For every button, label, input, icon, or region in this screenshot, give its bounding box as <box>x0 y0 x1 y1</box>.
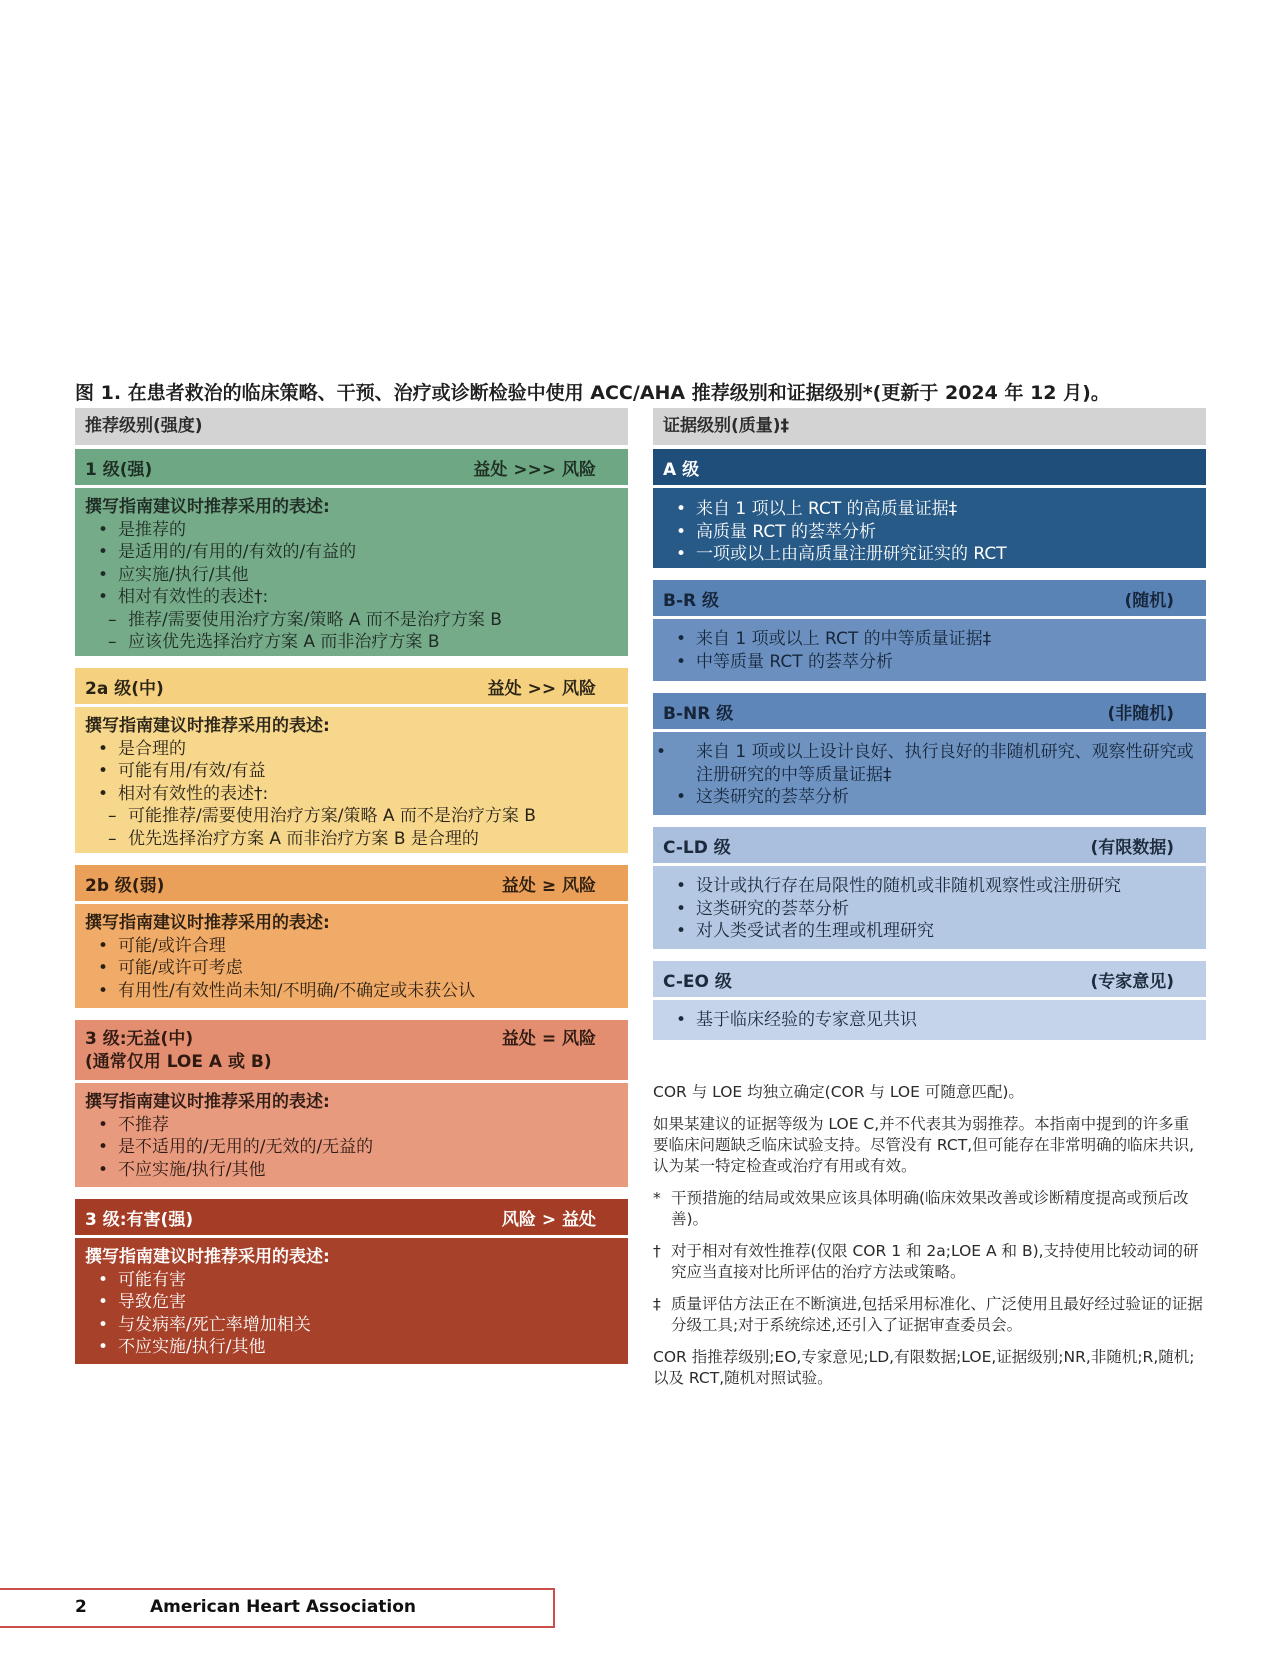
class2b-bar <box>75 865 628 901</box>
class1-item: • 相对有效性的表述†: <box>85 586 618 609</box>
footnote-dagger-text: 对于相对有效性推荐(仅限 COR 1 和 2a;LOE A 和 B),支持使用比较动词的研究应当直接对比所评估的治疗方法或策略。 <box>671 1242 1199 1281</box>
note-loe-c: 如果某建议的证据等级为 LOE C,并不代表其为弱推荐。本指南中提到的许多重要临床问题缺乏临床试验支持。尽管没有 RCT,但可能存在非常明确的临床共识,认为某一特定检查或治疗有用或有效。 <box>653 1115 1195 1175</box>
cor-column <box>75 408 628 1364</box>
footnote-dagger-mark: † <box>653 1242 661 1260</box>
loe-header: 证据级别(质量)‡ <box>653 408 1206 445</box>
class1-bar <box>75 449 628 485</box>
class1-subitem: – 应该优先选择治疗方案 A 而非治疗方案 B <box>85 631 618 654</box>
levelBR-body <box>653 619 1206 681</box>
note-abbreviations: COR 指推荐级别;EO,专家意见;LD,有限数据;LOE,证据级别;NR,非随机;R,随机;以及 RCT,随机对照试验。 <box>653 1348 1195 1387</box>
levelCEO-tag: (专家意见) <box>1090 971 1174 992</box>
levelCEO-bar <box>653 961 1206 997</box>
page-number: 2 <box>75 1597 87 1617</box>
class2a-item: • 是合理的 <box>85 738 618 761</box>
class1-body <box>75 488 628 656</box>
class1-subitem: – 推荐/需要使用治疗方案/策略 A 而不是治疗方案 B <box>85 609 618 632</box>
class2b-body <box>75 904 628 1008</box>
class3-nobenefit-item: • 不推荐 <box>85 1114 618 1137</box>
class3-nobenefit-bar <box>75 1020 628 1080</box>
note-independence: COR 与 LOE 均独立确定(COR 与 LOE 可随意匹配)。 <box>653 1083 1024 1101</box>
levelCLD-body <box>653 866 1206 949</box>
class3-harm-lead: 撰写指南建议时推荐采用的表述: <box>85 1247 330 1267</box>
loe-column <box>653 408 1206 1040</box>
levelA-name: A 级 <box>663 459 700 480</box>
footnote-double-dagger-mark: ‡ <box>653 1295 661 1313</box>
class1-item: • 是推荐的 <box>85 519 618 542</box>
class2a-subitem: – 优先选择治疗方案 A 而非治疗方案 B 是合理的 <box>85 828 618 851</box>
levelBNR-body <box>653 732 1206 815</box>
class3-nobenefit-item: • 不应实施/执行/其他 <box>85 1159 618 1182</box>
levelCEO-name: C-EO 级 <box>663 971 732 992</box>
levelA-item: • 一项或以上由高质量注册研究证实的 RCT <box>663 543 1196 566</box>
footnote-star-mark: * <box>653 1189 661 1207</box>
class2b-item: • 有用性/有效性尚未知/不明确/不确定或未获公认 <box>85 980 618 1003</box>
levelA-body <box>653 488 1206 568</box>
levelCEO-item: • 基于临床经验的专家意见共识 <box>663 1009 1196 1032</box>
class3-nobenefit-ratio: 益处 = 风险 <box>501 1029 596 1049</box>
class3-nobenefit-note: (通常仅用 LOE A 或 B) <box>85 1052 272 1072</box>
levelCLD-bar <box>653 827 1206 863</box>
class2a-bar <box>75 668 628 704</box>
class3-nobenefit-body <box>75 1083 628 1187</box>
class2a-name: 2a 级(中) <box>85 678 164 699</box>
class2a-item: • 可能有用/有效/有益 <box>85 760 618 783</box>
levelCLD-item: • 对人类受试者的生理或机理研究 <box>663 920 1196 943</box>
class2a-subitem: – 可能推荐/需要使用治疗方案/策略 A 而不是治疗方案 B <box>85 805 618 828</box>
class3-harm-bar <box>75 1199 628 1235</box>
levelBNR-tag: (非随机) <box>1107 703 1174 724</box>
levelA-item: • 高质量 RCT 的荟萃分析 <box>663 521 1196 544</box>
levelA-item: • 来自 1 项以上 RCT 的高质量证据‡ <box>663 498 1196 521</box>
class2a-item: • 相对有效性的表述†: <box>85 783 618 806</box>
class1-lead: 撰写指南建议时推荐采用的表述: <box>85 497 330 517</box>
class2a-ratio: 益处 >> 风险 <box>487 678 596 699</box>
class2b-lead: 撰写指南建议时推荐采用的表述: <box>85 913 330 933</box>
levelCEO-body <box>653 1000 1206 1040</box>
footnote-double-dagger <box>653 1294 1203 1336</box>
levelBNR-item: • 来自 1 项或以上设计良好、执行良好的非随机研究、观察性研究或注册研究的中等质量证据‡ <box>663 741 1196 786</box>
class2b-name: 2b 级(弱) <box>85 875 165 896</box>
levelBR-bar <box>653 580 1206 616</box>
levelBNR-bar <box>653 693 1206 729</box>
class2b-item: • 可能/或许可考虑 <box>85 957 618 980</box>
levelBR-item: • 来自 1 项或以上 RCT 的中等质量证据‡ <box>663 628 1196 651</box>
class1-name: 1 级(强) <box>85 459 153 480</box>
levelCLD-item: • 设计或执行存在局限性的随机或非随机观察性或注册研究 <box>663 875 1196 898</box>
class3-harm-ratio: 风险 > 益处 <box>501 1209 596 1230</box>
footnote-star-text: 干预措施的结局或效果应该具体明确(临床效果改善或诊断精度提高或预后改善)。 <box>671 1189 1189 1228</box>
class3-nobenefit-lead: 撰写指南建议时推荐采用的表述: <box>85 1092 330 1112</box>
class3-harm-name: 3 级:有害(强) <box>85 1209 194 1230</box>
levelCLD-name: C-LD 级 <box>663 837 731 858</box>
levelBR-name: B-R 级 <box>663 590 720 611</box>
footnote-double-dagger-text: 质量评估方法正在不断演进,包括采用标准化、广泛使用且最好经过验证的证据分级工具;对于系统综述,还引入了证据审查委员会。 <box>671 1295 1203 1334</box>
class2a-lead: 撰写指南建议时推荐采用的表述: <box>85 716 330 736</box>
class1-item: • 是适用的/有用的/有效的/有益的 <box>85 541 618 564</box>
class2b-ratio: 益处 ≥ 风险 <box>501 875 596 896</box>
levelCLD-item: • 这类研究的荟萃分析 <box>663 898 1196 921</box>
class2b-item: • 可能/或许合理 <box>85 935 618 958</box>
class3-harm-body <box>75 1238 628 1364</box>
publisher-name: American Heart Association <box>150 1597 417 1617</box>
class1-item: • 应实施/执行/其他 <box>85 564 618 587</box>
class2a-body <box>75 707 628 853</box>
levelBR-tag: (随机) <box>1124 590 1174 611</box>
footnote-dagger <box>653 1241 1203 1283</box>
class3-nobenefit-item: • 是不适用的/无用的/无效的/无益的 <box>85 1136 618 1159</box>
notes <box>653 1082 1203 1400</box>
class3-harm-item: • 导致危害 <box>85 1291 618 1314</box>
class3-nobenefit-name: 3 级:无益(中) <box>85 1029 194 1049</box>
levelCLD-tag: (有限数据) <box>1090 837 1174 858</box>
class3-harm-item: • 与发病率/死亡率增加相关 <box>85 1314 618 1337</box>
levelBNR-item: • 这类研究的荟萃分析 <box>663 786 1196 809</box>
class3-harm-item: • 可能有害 <box>85 1269 618 1292</box>
footnote-star <box>653 1188 1203 1230</box>
levelBNR-name: B-NR 级 <box>663 703 734 724</box>
levelA-bar <box>653 449 1206 485</box>
class1-ratio: 益处 >>> 风险 <box>473 459 596 480</box>
cor-header: 推荐级别(强度) <box>75 408 628 445</box>
class3-harm-item: • 不应实施/执行/其他 <box>85 1336 618 1359</box>
figure-title: 图 1. 在患者救治的临床策略、干预、治疗或诊断检验中使用 ACC/AHA 推荐级别和证据级别*(更新于 2024 年 12 月)。 <box>75 382 1110 404</box>
levelBR-item: • 中等质量 RCT 的荟萃分析 <box>663 651 1196 674</box>
